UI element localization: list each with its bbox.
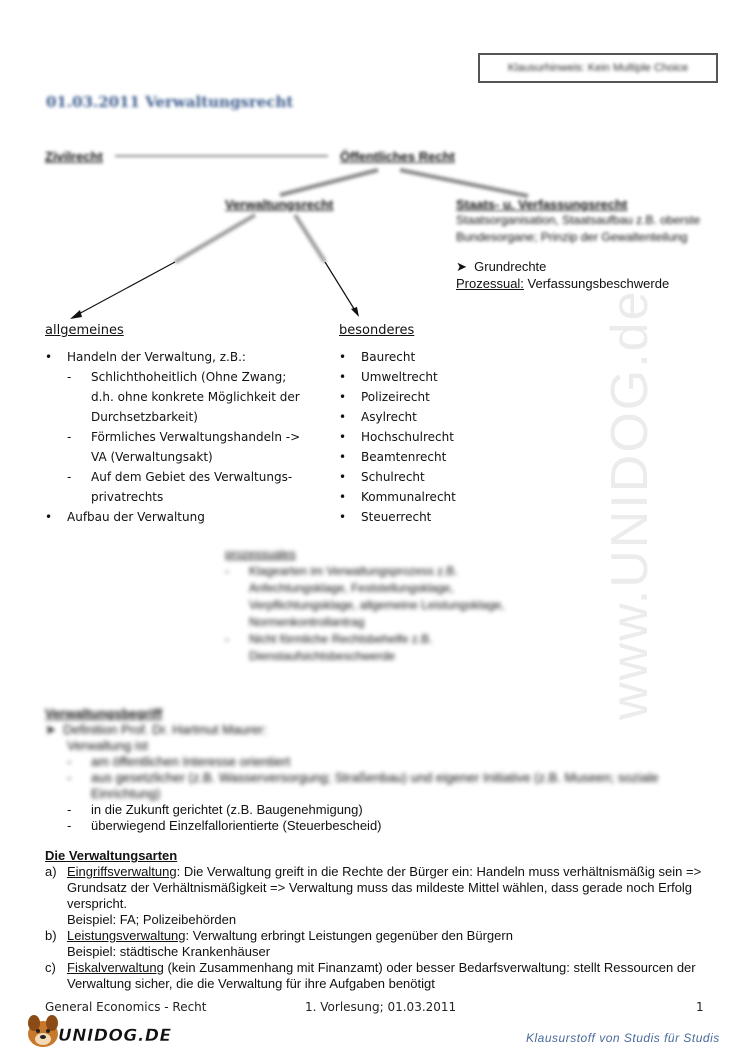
besonderes-heading: besonderes bbox=[339, 323, 415, 338]
verwaltungsart-c bbox=[45, 960, 705, 992]
definition-text: : Verwaltung erbringt Leistungen gegenüber den Bürgern bbox=[185, 928, 513, 943]
list-item-text: Förmliches Verwaltungshandeln -> VA (Verwaltungsakt) bbox=[91, 430, 301, 464]
list-item: - aus gesetzlicher (z.B. Wasserversorgung; Straßenbau) und eigener Initiative (z.B. Museen; soziale Einrichtung) bbox=[67, 770, 705, 802]
definition-lead: Verwaltung ist bbox=[67, 738, 148, 753]
allgemeines-list bbox=[45, 347, 305, 527]
footer-tagline: Klausurstoff von Studis für Studis bbox=[526, 1031, 720, 1045]
list-item bbox=[67, 367, 305, 427]
list-item bbox=[67, 427, 305, 467]
list-item: • Polizeirecht bbox=[339, 387, 539, 407]
page-title: 01.03.2011 Verwaltungsrecht bbox=[46, 93, 294, 111]
list-marker: b) bbox=[45, 928, 57, 943]
node-verwaltungsrecht: Verwaltungsrecht bbox=[225, 197, 334, 212]
besonderes-list bbox=[339, 347, 539, 527]
list-marker: a) bbox=[45, 864, 57, 879]
verwaltungsbegriff-section bbox=[45, 706, 705, 834]
grundrechte-line bbox=[456, 259, 546, 275]
example-text: Beispiel: FA; Polizeibehörden bbox=[67, 912, 237, 927]
logo-text: UNIDOG.DE bbox=[58, 1026, 172, 1046]
prozessual-text: Verfassungsbeschwerde bbox=[523, 276, 670, 291]
list-item-text: Handeln der Verwaltung, z.B.: bbox=[67, 350, 246, 364]
list-item: - überwiegend Einzelfallorientierte (Steuerbescheid) bbox=[67, 818, 705, 834]
arrow-right-line bbox=[325, 262, 356, 312]
arrow-left-line bbox=[75, 262, 175, 316]
prozessuales-list bbox=[225, 563, 525, 665]
prozessual-label: Prozessual: bbox=[456, 276, 524, 291]
list-item bbox=[45, 507, 305, 527]
verwaltungsbegriff-blurred bbox=[45, 706, 705, 802]
staats-items bbox=[456, 212, 706, 246]
begriff-list-blurred bbox=[45, 754, 705, 802]
grundrechte-text: Grundrechte bbox=[474, 259, 547, 274]
term-leistungsverwaltung: Leistungsverwaltung bbox=[67, 928, 186, 943]
allgemeines-heading: allgemeines bbox=[45, 323, 124, 338]
watermark: www.UNIDOG.de bbox=[601, 289, 659, 720]
definition-text: Definition Prof. Dr. Hartmut Maurer: bbox=[63, 722, 267, 737]
term-eingriffsverwaltung: Eingriffsverwaltung bbox=[67, 864, 177, 879]
node-zivilrecht: Zivilrecht bbox=[45, 149, 103, 164]
list-item: - am öffentlichen Interesse orientiert bbox=[67, 754, 705, 770]
footer-page-number: 1 bbox=[696, 1000, 704, 1014]
verwaltungsarten-section bbox=[45, 848, 705, 992]
allgemeines-sublist bbox=[67, 367, 305, 507]
term-fiskalverwaltung: Fiskalverwaltung bbox=[67, 960, 164, 975]
list-item: - Klagearten im Verwaltungsprozess z.B. Anfechtungsklage, Feststellungsklage, Verpflichtungsklage, allgemeine Leistungsklage, Normenkontrollantrag bbox=[225, 563, 525, 631]
definition-line bbox=[45, 722, 705, 738]
list-item-text: Auf dem Gebiet des Verwaltungs-privatrechts bbox=[91, 470, 293, 504]
list-item-text: Schlichthoheitlich (Ohne Zwang; d.h. ohne konkrete Möglichkeit der Durchsetzbarkeit) bbox=[91, 370, 300, 424]
prozessual-line bbox=[456, 276, 669, 292]
prozessuales-section bbox=[225, 546, 525, 665]
node-oeffentliches-recht: Öffentliches Recht bbox=[340, 149, 455, 164]
list-item: • Steuerrecht bbox=[339, 507, 539, 527]
verwaltungsarten-heading: Die Verwaltungsarten bbox=[45, 848, 178, 863]
arrow-bullet-icon: ➤ bbox=[456, 259, 467, 274]
arrow-right-head bbox=[351, 307, 359, 317]
besonderes-section bbox=[339, 321, 539, 527]
list-item: • Baurecht bbox=[339, 347, 539, 367]
begriff-list bbox=[45, 802, 705, 834]
footer-lecture: 1. Vorlesung; 01.03.2011 bbox=[305, 1000, 457, 1014]
list-item bbox=[45, 347, 305, 507]
arrow-bullet-icon: ➤ bbox=[45, 722, 56, 737]
unidog-logo bbox=[22, 1012, 172, 1052]
verwaltungsart-a bbox=[45, 864, 705, 928]
prozessuales-heading: prozessuales bbox=[225, 547, 296, 561]
list-item: • Schulrecht bbox=[339, 467, 539, 487]
list-item: • Beamtenrecht bbox=[339, 447, 539, 467]
list-item: • Umweltrecht bbox=[339, 367, 539, 387]
list-item: • Kommunalrecht bbox=[339, 487, 539, 507]
footer-course: General Economics - Recht bbox=[45, 1000, 207, 1014]
list-item-text: Aufbau der Verwaltung bbox=[67, 510, 205, 524]
list-item bbox=[67, 467, 305, 507]
list-marker: c) bbox=[45, 960, 56, 975]
list-item: - in die Zukunft gerichtet (z.B. Baugenehmigung) bbox=[67, 802, 705, 818]
definition-text: (kein Zusammenhang mit Finanzamt) oder besser Bedarfsverwaltung: stellt Ressourcen der Verwaltung sicher, die die Verwaltung für ihre Aufgaben benötigt bbox=[67, 960, 696, 991]
allgemeines-section bbox=[45, 321, 305, 527]
exam-hint-text: Klausurhinweis: Kein Multiple Choice bbox=[507, 62, 689, 74]
example-text: Beispiel: städtische Krankenhäuser bbox=[67, 944, 271, 959]
node-staats-verfassungsrecht: Staats- u. Verfassungsrecht bbox=[456, 197, 628, 212]
list-item: • Hochschulrecht bbox=[339, 427, 539, 447]
arrow-left-head bbox=[70, 310, 82, 319]
list-item: - Nicht förmliche Rechtsbehelfe z.B. Dienstaufsichtsbeschwerde bbox=[225, 631, 525, 665]
definition-text: : Die Verwaltung greift in die Rechte der Bürger ein: Handeln muss verhältnismäßig sein => Grundsatz der Verhältnismäßigkeit => Verwaltung muss das mildeste Mittel wählen, dass gerade noch Erfolg verspricht. bbox=[67, 864, 702, 911]
staats-item-0: Staatsorganisation, Staatsaufbau z.B. oberste Bundesorgane; Prinzip der Gewaltenteilung bbox=[456, 213, 701, 244]
list-item: • Asylrecht bbox=[339, 407, 539, 427]
verwaltungsbegriff-heading: Verwaltungsbegriff bbox=[45, 706, 163, 721]
verwaltungsart-b bbox=[45, 928, 705, 960]
